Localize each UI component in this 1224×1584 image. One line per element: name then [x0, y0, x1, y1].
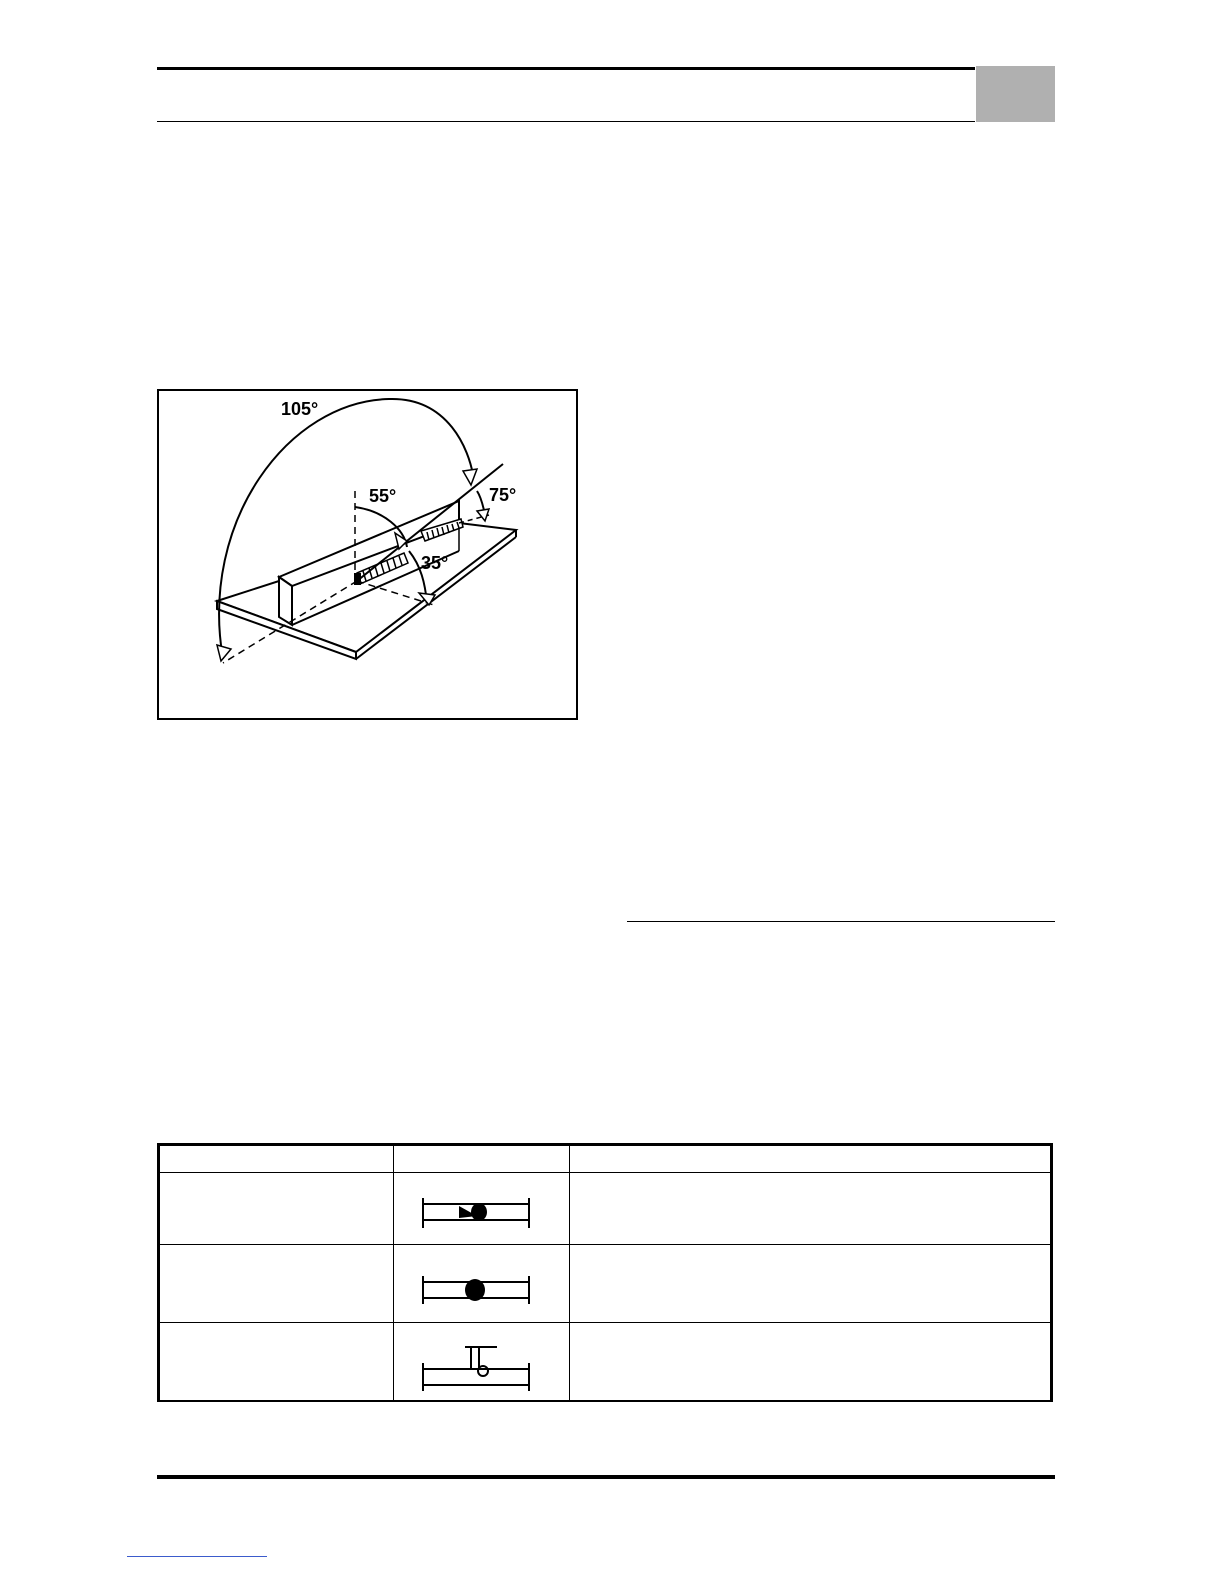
table-header-divider — [160, 1172, 1050, 1173]
angle-label-75: 75° — [489, 485, 517, 505]
t-joint-weld-symbol — [419, 1341, 535, 1393]
vertical-plate-end — [279, 577, 292, 625]
chapter-tab — [976, 66, 1055, 122]
table-column-divider — [569, 1146, 570, 1400]
header-rule-top — [157, 67, 975, 70]
footer-link-underline[interactable] — [127, 1556, 267, 1557]
section-rule — [627, 921, 1055, 922]
angle-label-105: 105° — [281, 399, 319, 419]
angle-label-55: 55° — [369, 486, 397, 506]
table-column-divider — [393, 1146, 394, 1400]
angle-label-35: 35° — [421, 553, 449, 573]
header-rule-bottom — [157, 121, 975, 122]
table-row-divider — [160, 1244, 1050, 1245]
butt-weld-symbol — [419, 1270, 535, 1310]
weld-symbol-table — [157, 1143, 1053, 1402]
table-row-divider — [160, 1322, 1050, 1323]
butt-weld-both-sides-symbol — [419, 1194, 535, 1234]
welding-angle-diagram — [159, 391, 576, 718]
footer-rule — [157, 1475, 1055, 1479]
welding-angle-figure — [157, 389, 578, 720]
